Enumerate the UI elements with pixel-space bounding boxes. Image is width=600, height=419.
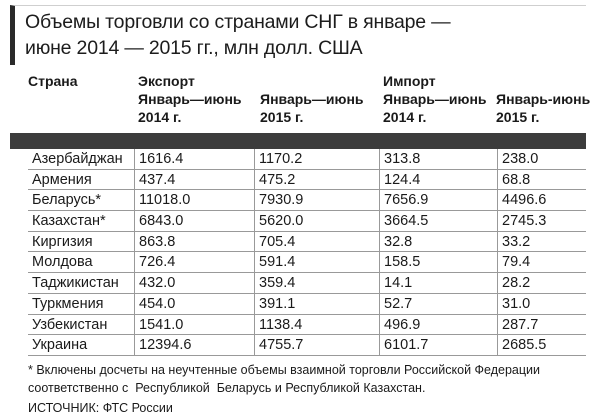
country-cell: Узбекистан [32, 316, 108, 333]
header-export-label: Экспорт [138, 73, 195, 89]
country-cell: Армения [32, 171, 92, 188]
table-row [28, 211, 586, 232]
export-2014-cell: 1541.0 [134, 315, 254, 335]
trade-table-body [28, 149, 586, 356]
footnote-line-2: соответственно с Республикой Беларусь и Республикой Казахстан. [28, 381, 426, 395]
country-cell: Азербайджан [32, 151, 123, 167]
import-2014-cell: 158.5 [379, 252, 497, 272]
import-2015-cell: 33.2 [497, 232, 586, 252]
export-2014-cell: 11018.0 [134, 190, 254, 210]
footnote [28, 361, 588, 397]
table-row [28, 315, 586, 336]
import-2014-cell: 6101.7 [379, 335, 497, 355]
export-2014-cell: 1616.4 [134, 149, 254, 169]
import-2014-cell: 124.4 [379, 170, 497, 190]
table-row [28, 190, 586, 211]
export-2014-cell: 432.0 [134, 273, 254, 293]
export-2015-cell: 391.1 [254, 294, 379, 314]
export-2015-cell: 591.4 [254, 252, 379, 272]
import-2014-cell: 32.8 [379, 232, 497, 252]
export-2014-cell: 454.0 [134, 294, 254, 314]
table-row [28, 232, 586, 253]
header-col1-line2: 2014 г. [138, 109, 182, 125]
export-2015-cell: 475.2 [254, 170, 379, 190]
header-col1-line1: Январь—июнь [138, 91, 242, 107]
import-2014-cell: 3664.5 [379, 211, 497, 231]
table-row [28, 335, 586, 356]
export-2014-cell: 12394.6 [134, 335, 254, 355]
table-row [28, 252, 586, 273]
header-col3-line2: 2014 г. [383, 109, 427, 125]
import-2015-cell: 68.8 [497, 170, 586, 190]
header-col4-line2: 2015 г. [496, 109, 540, 125]
table-row [28, 294, 586, 315]
export-2014-cell: 6843.0 [134, 211, 254, 231]
header-dark-band [10, 133, 586, 149]
export-2015-cell: 4755.7 [254, 335, 379, 355]
title-block [10, 5, 586, 65]
country-cell: Молдова [32, 254, 93, 271]
country-cell: Украина [32, 337, 88, 354]
export-2015-cell: 705.4 [254, 232, 379, 252]
header-col2-line1: Январь—июнь [260, 91, 364, 107]
export-2015-cell: 5620.0 [254, 211, 379, 231]
header-col3-line1: Январь—июнь [383, 91, 487, 107]
trade-table-figure [10, 5, 591, 415]
import-2015-cell: 238.0 [497, 149, 586, 169]
export-2015-cell: 1170.2 [254, 149, 379, 169]
export-2015-cell: 7930.9 [254, 190, 379, 210]
table-row [28, 273, 586, 294]
import-2015-cell: 31.0 [497, 294, 586, 314]
header-col2-line2: 2015 г. [260, 109, 304, 125]
import-2015-cell: 2685.5 [497, 335, 586, 355]
import-2014-cell: 313.8 [379, 149, 497, 169]
title-line-2: июне 2014 — 2015 гг., млн долл. США [25, 37, 363, 59]
import-2015-cell: 79.4 [497, 252, 586, 272]
import-2015-cell: 2745.3 [497, 211, 586, 231]
import-2015-cell: 28.2 [497, 273, 586, 293]
title-line-1: Объемы торговли со странами СНГ в январе — [25, 11, 451, 33]
import-2014-cell: 14.1 [379, 273, 497, 293]
country-cell: Киргизия [32, 233, 93, 250]
header-country: Страна [28, 73, 78, 89]
import-2014-cell: 52.7 [379, 294, 497, 314]
export-2014-cell: 437.4 [134, 170, 254, 190]
import-2014-cell: 7656.9 [379, 190, 497, 210]
import-2015-cell: 4496.6 [497, 190, 586, 210]
import-2014-cell: 496.9 [379, 315, 497, 335]
export-2014-cell: 726.4 [134, 252, 254, 272]
export-2015-cell: 1138.4 [254, 315, 379, 335]
country-cell: Таджикистан [32, 275, 119, 292]
export-2014-cell: 863.8 [134, 232, 254, 252]
header-import-label: Импорт [383, 73, 436, 89]
header-col4-line1: Январь-июнь [496, 91, 591, 107]
country-cell: Беларусь* [32, 192, 102, 209]
country-cell: Казахстан* [32, 213, 106, 230]
export-2015-cell: 359.4 [254, 273, 379, 293]
table-row [28, 170, 586, 191]
table-row [28, 149, 586, 170]
import-2015-cell: 287.7 [497, 315, 586, 335]
table-header [28, 71, 591, 131]
country-cell: Туркмения [32, 295, 104, 312]
footnote-line-1: * Включены досчеты на неучтенные объемы взаимной торговли Российской Федерации [28, 363, 540, 377]
source-note: ИСТОЧНИК: ФТС России [28, 401, 173, 415]
